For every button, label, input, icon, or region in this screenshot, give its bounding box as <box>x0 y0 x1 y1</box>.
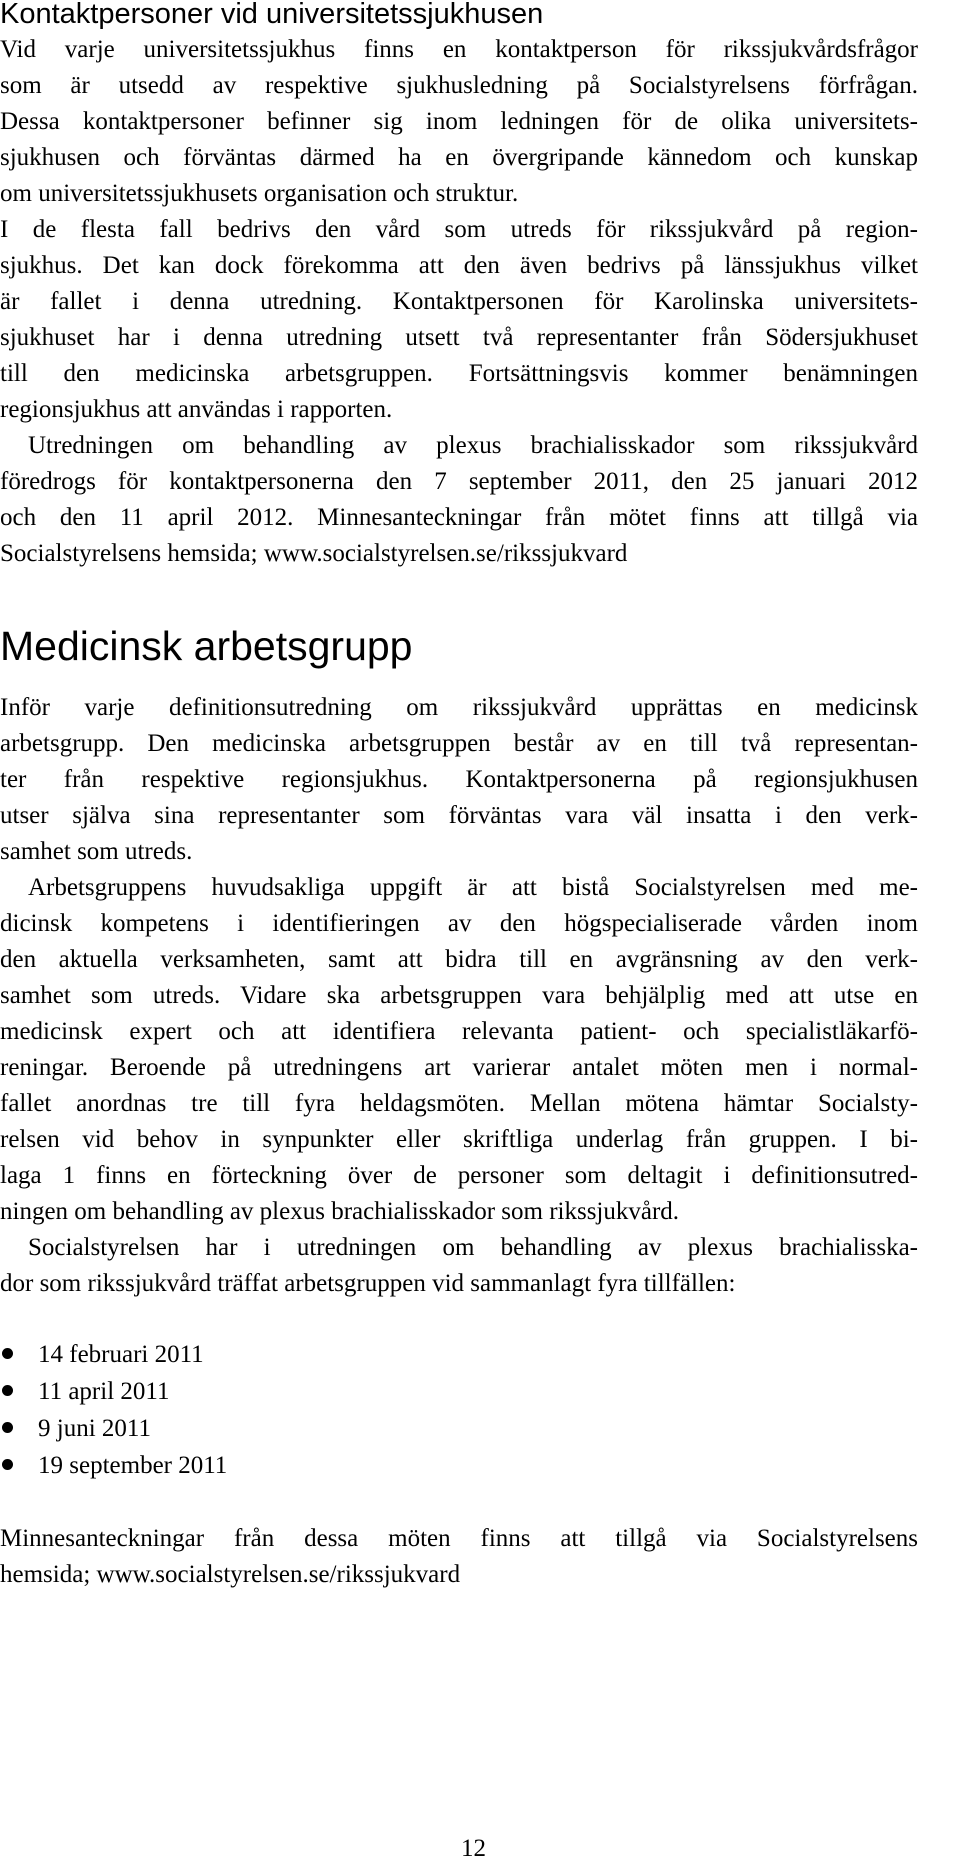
text-line: Utredningen om behandling av plexus brachialisskador som rikssjukvård <box>28 432 918 459</box>
text-line: medicinsk expert och att identifiera relevanta patient- och specialistläkarfö- <box>0 1018 918 1045</box>
text-line: Inför varje definitionsutredning om rikssjukvård upprättas en medicinsk <box>0 694 918 721</box>
bullet-icon <box>2 1385 13 1396</box>
text-line: sjukhusen och förväntas därmed ha en övergripande kännedom och kunskap <box>0 144 918 171</box>
text-line: utser själva sina representanter som förväntas vara väl insatta i den verk- <box>0 802 918 829</box>
text-line: och den 11 april 2012. Minnesanteckningar från mötet finns att tillgå via <box>0 504 918 531</box>
meeting-date: 14 februari 2011 <box>38 1341 204 1368</box>
text-line: ningen om behandling av plexus brachialisskador som rikssjukvård. <box>0 1198 680 1225</box>
text-line: den aktuella verksamheten, samt att bidra till en avgränsning av den verk- <box>0 946 918 973</box>
text-line: regionsjukhus att användas i rapporten. <box>0 396 393 423</box>
text-line: hemsida; www.socialstyrelsen.se/rikssjukvard <box>0 1561 461 1588</box>
bullet-icon <box>2 1422 13 1433</box>
text-line: reningar. Beroende på utredningens art varierar antalet möten men i normal- <box>0 1054 918 1081</box>
bullet-icon <box>2 1459 13 1470</box>
meeting-dates-list <box>0 1336 227 1484</box>
text-line: laga 1 finns en förteckning över de personer som deltagit i definitionsutred- <box>0 1162 918 1189</box>
text-line: relsen vid behov in synpunkter eller skriftliga underlag från gruppen. I bi- <box>0 1126 918 1153</box>
text-line: sjukhuset har i denna utredning utsett två representanter från Södersjukhuset <box>0 324 918 351</box>
text-line: Vid varje universitetssjukhus finns en kontaktperson för rikssjukvårdsfrågor <box>0 36 918 63</box>
text-line: I de flesta fall bedrivs den vård som utreds för rikssjukvård på region- <box>0 216 918 243</box>
text-line: fallet anordnas tre till fyra heldagsmöten. Mellan mötena hämtar Socialsty- <box>0 1090 918 1117</box>
list-item <box>0 1447 227 1484</box>
text-line: Socialstyrelsens hemsida; www.socialstyrelsen.se/rikssjukvard <box>0 540 628 567</box>
text-line: dicinsk kompetens i identifieringen av den högspecialiserade vården inom <box>0 910 918 937</box>
text-line: om universitetssjukhusets organisation och struktur. <box>0 180 519 207</box>
section-heading-working-group: Medicinsk arbetsgrupp <box>0 623 413 669</box>
text-line: som är utsedd av respektive sjukhusledning på Socialstyrelsens förfrågan. <box>0 72 918 99</box>
text-line: arbetsgrupp. Den medicinska arbetsgruppen består av en till två representan- <box>0 730 918 757</box>
text-line: Socialstyrelsen har i utredningen om behandling av plexus brachialisska- <box>28 1234 918 1261</box>
text-line: Arbetsgruppens huvudsakliga uppgift är att bistå Socialstyrelsen med me- <box>28 874 918 901</box>
text-line: dor som rikssjukvård träffat arbetsgruppen vid sammanlagt fyra tillfällen: <box>0 1270 736 1297</box>
text-line: sjukhus. Det kan dock förekomma att den även bedrivs på länssjukhus vilket <box>0 252 918 279</box>
page-number: 12 <box>461 1835 486 1862</box>
meeting-date: 11 april 2011 <box>38 1378 170 1405</box>
list-item <box>0 1410 227 1447</box>
meeting-date: 19 september 2011 <box>38 1452 228 1479</box>
bullet-icon <box>2 1348 13 1359</box>
text-line: ter från respektive regionsjukhus. Kontaktpersonerna på regionsjukhusen <box>0 766 918 793</box>
text-line: till den medicinska arbetsgruppen. Fortsättningsvis kommer benämningen <box>0 360 918 387</box>
list-item <box>0 1336 227 1373</box>
section-heading-contact-persons: Kontaktpersoner vid universitetssjukhusen <box>0 0 544 30</box>
text-line: samhet som utreds. Vidare ska arbetsgruppen vara behjälplig med att utse en <box>0 982 918 1009</box>
text-line: Dessa kontaktpersoner befinner sig inom ledningen för de olika universitets- <box>0 108 918 135</box>
list-item <box>0 1373 227 1410</box>
text-line: Minnesanteckningar från dessa möten finns att tillgå via Socialstyrelsens <box>0 1525 918 1552</box>
text-line: föredrogs för kontaktpersonerna den 7 september 2011, den 25 januari 2012 <box>0 468 918 495</box>
text-line: är fallet i denna utredning. Kontaktpersonen för Karolinska universitets- <box>0 288 918 315</box>
meeting-date: 9 juni 2011 <box>38 1415 151 1442</box>
text-line: samhet som utreds. <box>0 838 193 865</box>
